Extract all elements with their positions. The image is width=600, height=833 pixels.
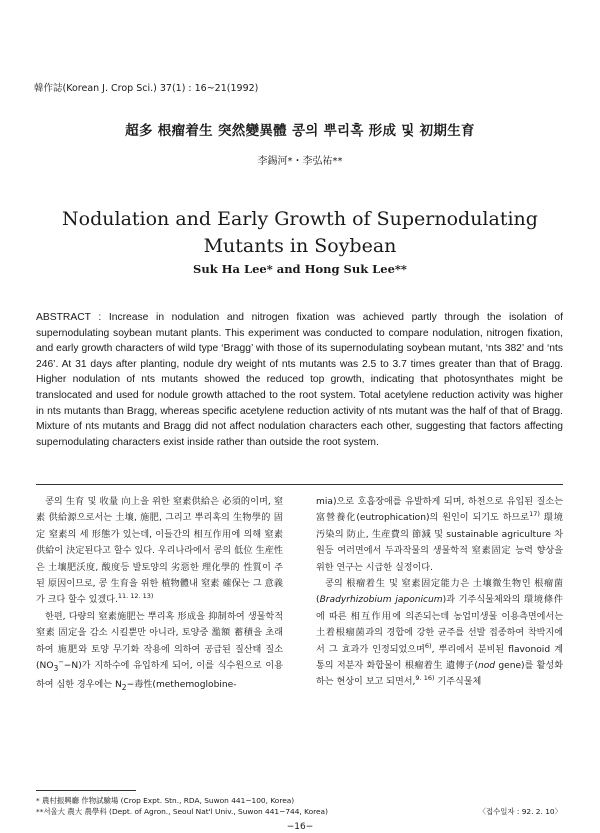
journal-reference: 韓作誌(Korean J. Crop Sci.) 37(1) : 16~21(1992) <box>34 83 259 94</box>
english-authors: Suk Ha Lee* and Hong Suk Lee** <box>193 262 407 276</box>
korean-authors: 李錫河*・李弘祐** <box>257 156 343 167</box>
page-number: −16− <box>286 822 314 832</box>
abstract-divider <box>36 484 563 485</box>
body-column-left <box>36 494 283 697</box>
english-title-line2: Mutants in Soybean <box>203 235 397 257</box>
citation: 6) <box>424 641 432 650</box>
citation: 9. 16) <box>415 674 435 683</box>
korean-title: 超多 根瘤着生 突然變異體 콩의 뿌리혹 形成 및 初期生育 <box>125 123 475 139</box>
english-title <box>0 206 600 260</box>
abstract: ABSTRACT : Increase in nodulation and nitrogen fixation was achieved partly through the isolation of supernodulating soybean mutant plants. This experiment was conducted to compare nodulation, nitrogen fixation, and early growth characters of wild type ‘Bragg’ with those of its supernodulating soybean mutant, ‘nts 382’ and ‘nts 246’. At 31 days after planting, nodule dry weight of nts mutants was 2.5 to 3.7 times greater than that of Bragg. Higher nodulation of nts mutants showed the reduced top growth, indicating that photosynthates might be translocated and used for nodule growth attached to the root system. Total acetylene reduction activity was higher in nts mutants than Bragg, whereas specific acetylene reduction activity of nts mutant was the half of that of Bragg. Mixture of nts mutants and Bragg did not affect nodulation characters each other, suggesting that factors affecting supernodulating characters exist inside rather than outside the root system. <box>36 312 563 448</box>
left-paragraph-2: 한편, 다량의 窒素施肥는 뿌리혹 形成을 抑制하여 생물학적 窒素 固定을 감소 시킬뿐만 아니라, 토양중 濫額 蓄積을 초래하여 施肥와 토양 무기화 작용에 의하여 공급된 질산태 질소$(NO_3^--N)$가 지하수에 유입하게 되어, 이를 식수원으로 이용하여 심한 경우에는 $N_2-$毒性(methemoglobine- <box>36 611 283 693</box>
citation: 17) <box>529 510 540 519</box>
citation: 11. 12. 13) <box>117 592 154 601</box>
body-column-right <box>316 494 563 691</box>
footnote-affiliation-1: * 農村振興廳 作物試驗場 (Crop Expt. Stn., RDA, Suwon 441−100, Korea) <box>36 796 295 805</box>
left-paragraph-1: 콩의 生育 및 收量 向上을 위한 窒素供給은 必須的이며, 窒素 供給源으로서는 土壤, 施肥, 그리고 뿌리혹의 生物學的 固定 窒素의 세 形態가 있는데, 이들간의 相互作用에 의해 窒素供給이 決定된다고 할수 있다. 우리나라에서 콩의 低位 生産性은 土壤肥沃度, 酸度등 발토양의 劣惡한 理化學的 性質이 주된 原因이므로, 콩 生育을 위한 植物體내 窒素 確保는 그 意義가 크다 할수 있겠다.$^{11. 12. 13)}$ <box>36 497 283 606</box>
right-paragraph-1: mia)으로 호흡장애를 유발하게 되며, 하천으로 유입된 질소는 富營養化(eutrophication)의 원인이 되기도 하므로$^{17)}$ 環境汚染의 防止, 生産費의 節減 및 sustainable agriculture 차원등 여러면에서 두과작물의 생물학적 窒素固定 능력 향상을 위한 연구는 시급한 실정이다. <box>316 497 563 573</box>
footnote-affiliation-2: **서울大 農大 農學科 (Dept. of Agron., Seoul Nat'l Univ., Suwon 441−744, Korea) <box>36 807 328 816</box>
footnote-divider <box>36 790 136 791</box>
right-paragraph-2: 콩의 根瘤着生 및 窒素固定能力은 土壤微生物인 根瘤菌(Bradyrhizobium japonicum)과 기주식물체와의 環境條件에 따른 相互作用에 의존되는데 농업미생물 이용측면에서는 土着根瘤菌과의 경합에 강한 균주를 선발 접종하여 착박지에서 그 효과가 인정되었으며$^{6)}$, 뿌리에서 분비된 flavonoid 계통의 저분자 화합물이 根瘤着生 遺傳子(nod gene)를 활성화 하는 현상이 보고 되면서,$^{9. 16)}$ 기주식물체 <box>316 579 564 688</box>
received-date: 〈접수일자 : 92. 2. 10〉 <box>478 807 562 816</box>
english-title-line1: Nodulation and Early Growth of Supernodulating <box>62 208 538 230</box>
